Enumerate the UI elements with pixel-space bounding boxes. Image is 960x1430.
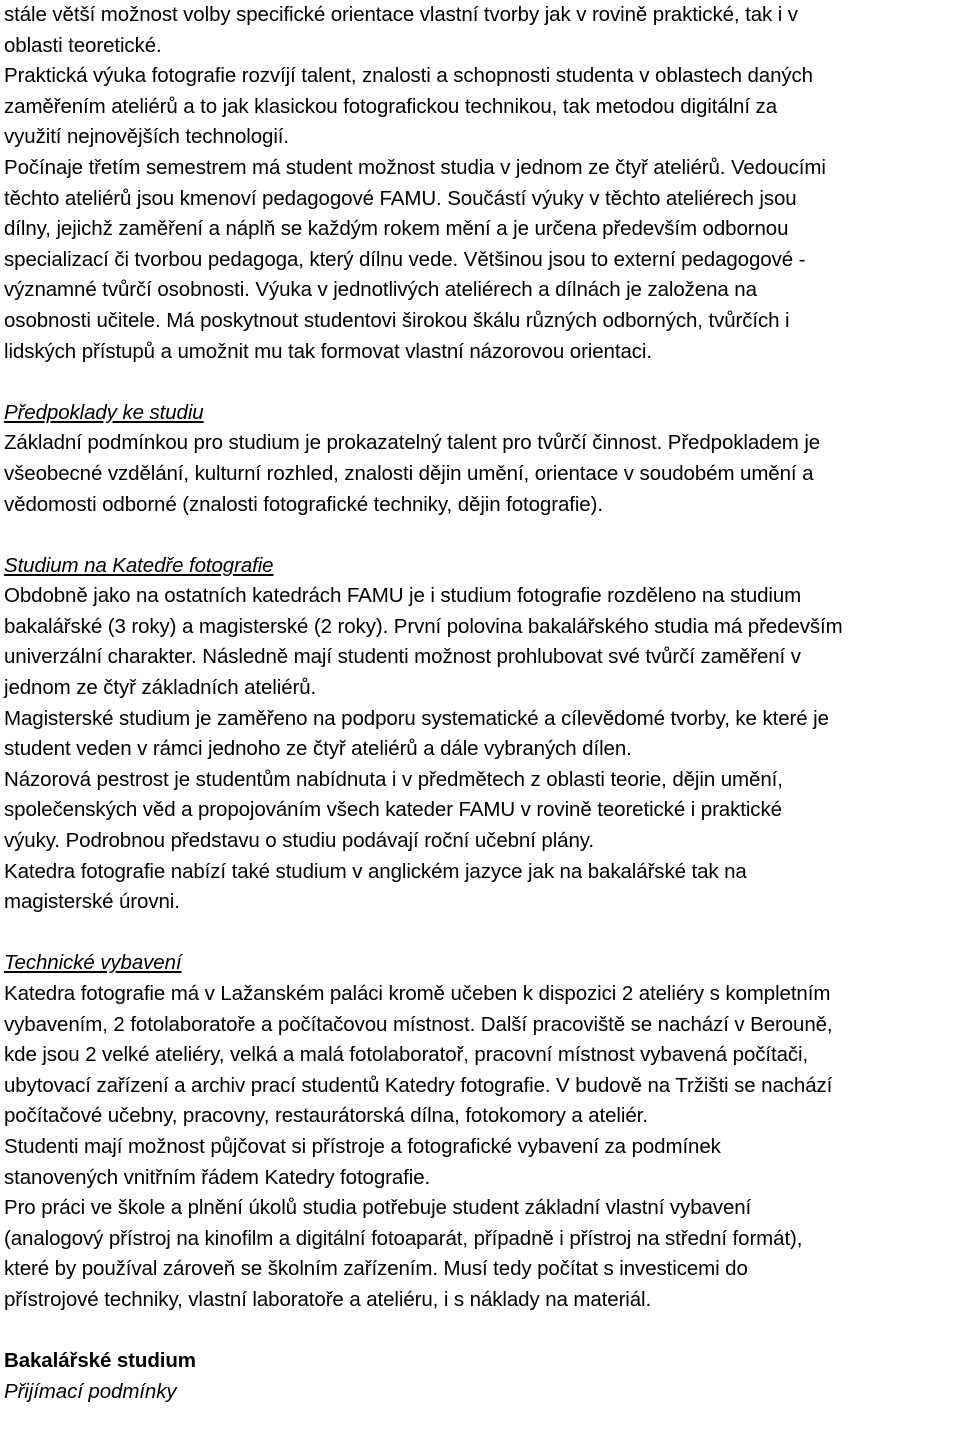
text-line: bakalářské (3 roky) a magisterské (2 roky). První polovina bakalářského studia má především (4, 614, 843, 638)
text-line: Názorová pestrost je studentům nabídnuta i v předmětech z oblasti teorie, dějin umění, (4, 767, 783, 791)
studium-paragraph-1 (4, 581, 956, 703)
predpoklady-paragraph (4, 428, 956, 520)
text-line: výuky. Podrobnou představu o studiu podávají roční učební plány. (4, 829, 594, 853)
text-line: zaměřením ateliérů a to jak klasickou fotografickou technikou, tak metodou digitální za (4, 94, 777, 118)
text-line: společenských věd a propojováním všech kateder FAMU v rovině teoretické i praktické (4, 798, 782, 822)
text-line: kde jsou 2 velké ateliéry, velká a malá fotolaboratoř, pracovní místnost vybavená počítači, (4, 1043, 809, 1067)
section-heading-bakalarske: Bakalářské studium (4, 1349, 196, 1373)
text-line: Obdobně jako na ostatních katedrách FAMU je i studium fotografie rozděleno na studium (4, 584, 802, 608)
text-line: ubytovací zařízení a archiv prací studentů Katedry fotografie. V budově na Tržišti se nachází (4, 1073, 833, 1097)
blank-line (4, 520, 956, 551)
blank-line (4, 367, 956, 398)
text-line: dílny, jejichž zaměření a náplň se každým rokem mění a je určena především odbornou (4, 217, 789, 241)
text-line: specializací či tvorbou pedagoga, který dílnu vede. Většinou jsou to externí pedagogové - (4, 247, 806, 271)
text-line: Počínaje třetím semestrem má student možnost studia v jednom ze čtyř ateliérů. Vedoucími (4, 155, 826, 179)
text-line: lidských přístupů a umožnit mu tak formovat vlastní názorovou orientaci. (4, 339, 652, 363)
section-heading-studium: Studium na Katedře fotografie (4, 553, 274, 577)
text-line: Praktická výuka fotografie rozvíjí talent, znalosti a schopnosti studenta v oblastech daných (4, 64, 813, 88)
text-line: Katedra fotografie má v Lažanském paláci kromě učeben k dispozici 2 ateliéry s kompletním (4, 982, 831, 1005)
text-line: magisterské úrovni. (4, 890, 180, 914)
text-line: stále větší možnost volby specifické orientace vlastní tvorby jak v rovině praktické, tak i v (4, 3, 798, 26)
section-heading-vybaveni: Technické vybavení (4, 951, 182, 975)
vybaveni-paragraph-1 (4, 979, 956, 1132)
text-line: jednom ze čtyř základních ateliérů. (4, 676, 317, 700)
studium-paragraph-2 (4, 704, 956, 765)
text-line: osobnosti učitele. Má poskytnout studentovi širokou škálu různých odborných, tvůrčích i (4, 308, 790, 332)
text-line: počítačové učebny, pracovny, restaurátorská dílna, fotokomory a ateliér. (4, 1104, 648, 1128)
studium-paragraph-4 (4, 857, 956, 918)
intro-paragraph-continued (4, 0, 956, 61)
text-line: využití nejnovějších technologií. (4, 125, 290, 149)
text-line: vědomosti odborné (znalosti fotografické techniky, dějin fotografie). (4, 492, 603, 516)
blank-line (4, 918, 956, 949)
text-line: oblasti teoretické. (4, 33, 162, 57)
text-line: těchto ateliérů jsou kmenoví pedagogové FAMU. Součástí výuky v těchto ateliérech jsou (4, 186, 797, 210)
blank-line (4, 1316, 956, 1347)
text-line: vybavením, 2 fotolaboratoře a počítačovou místnost. Další pracoviště se nachází v Berouně, (4, 1012, 833, 1036)
intro-paragraph-practical (4, 61, 956, 153)
studium-paragraph-3 (4, 765, 956, 857)
text-line: stanovených vnitřním řádem Katedry fotografie. (4, 1165, 431, 1189)
text-line: student veden v rámci jednoho ze čtyř ateliérů a dále vybraných dílen. (4, 737, 632, 761)
text-line: Katedra fotografie nabízí také studium v anglickém jazyce jak na bakalářské tak na (4, 859, 747, 883)
text-line: Studenti mají možnost půjčovat si přístroje a fotografické vybavení za podmínek (4, 1134, 721, 1158)
text-line: významné tvůrčí osobnosti. Výuka v jednotlivých ateliérech a dílnách je založena na (4, 278, 757, 302)
text-line: univerzální charakter. Následně mají studenti možnost prohlubovat své tvůrčí zaměření v (4, 645, 801, 669)
intro-paragraph-ateliers (4, 153, 956, 367)
section-heading-predpoklady: Předpoklady ke studiu (4, 400, 204, 424)
vybaveni-paragraph-3 (4, 1193, 956, 1315)
text-line: Magisterské studium je zaměřeno na podporu systematické a cílevědomé tvorby, ke které je (4, 706, 829, 730)
vybaveni-paragraph-2 (4, 1132, 956, 1193)
text-line: Základní podmínkou pro studium je prokazatelný talent pro tvůrčí činnost. Předpokladem je (4, 431, 821, 455)
text-line: přístrojové techniky, vlastní laboratoře a ateliéru, i s náklady na materiál. (4, 1287, 652, 1311)
subheading-prijimaci-podminky: Přijímací podmínky (4, 1379, 177, 1403)
text-line: které by používal zároveň se školním zařízením. Musí tedy počítat s investicemi do (4, 1257, 748, 1281)
text-line: (analogový přístroj na kinofilm a digitální fotoaparát, případně i přístroj na střední formát), (4, 1226, 803, 1250)
text-line: Pro práci ve škole a plnění úkolů studia potřebuje student základní vlastní vybavení (4, 1196, 752, 1220)
text-line: všeobecné vzdělání, kulturní rozhled, znalosti dějin umění, orientace v soudobém umění a (4, 461, 814, 485)
document-page (4, 0, 956, 1407)
